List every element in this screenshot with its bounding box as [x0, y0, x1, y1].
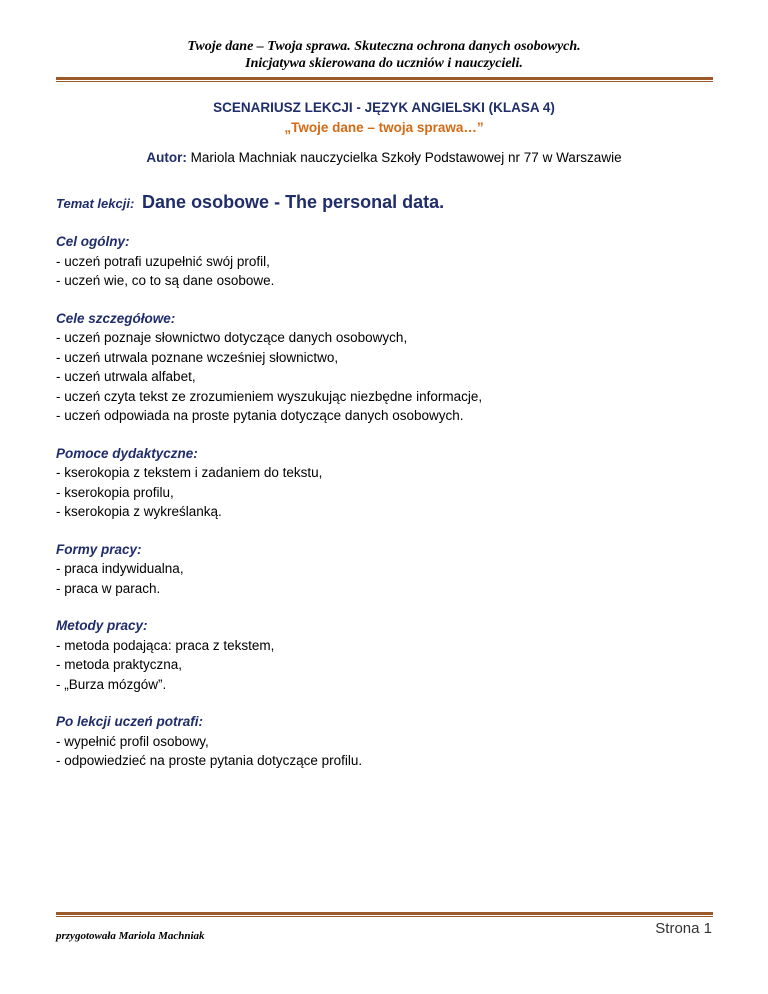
section-item: - metoda podająca: praca z tekstem, — [56, 637, 275, 653]
section-item: - kserokopia z wykreślanką. — [56, 504, 222, 519]
section-item: - uczeń wie, co to są dane osobowe. — [56, 273, 275, 288]
section-item: - „Burza mózgów”. — [56, 676, 167, 692]
header-line-1: Twoje dane – Twoja sprawa. Skuteczna ochrona danych osobowych. — [187, 39, 581, 54]
section-heading: Cel ogólny: — [56, 234, 130, 249]
footer-divider — [56, 912, 713, 915]
section-item: - kserokopia profilu, — [56, 484, 174, 500]
section-item: - uczeń utrwala poznane wcześniej słownictwo, — [56, 349, 339, 365]
footer-divider-thin — [56, 916, 713, 917]
title-block — [0, 98, 768, 138]
section-item: - uczeń potrafi uzupełnić swój profil, — [56, 253, 270, 269]
section-item: - praca w parach. — [56, 580, 161, 596]
section-item: - odpowiedzieć na proste pytania dotyczące profilu. — [56, 753, 363, 768]
section-heading: Pomoce dydaktyczne: — [56, 445, 198, 461]
page-header — [0, 38, 768, 72]
page-number: Strona 1 — [655, 920, 712, 937]
document-subtitle: „Twoje dane – twoja sprawa…” — [284, 120, 484, 135]
topic-value: Dane osobowe - The personal data. — [142, 192, 445, 212]
document-title: SCENARIUSZ LEKCJI - JĘZYK ANGIELSKI (KLASA 4) — [213, 100, 555, 115]
header-line-2: Inicjatywa skierowana do uczniów i nauczycieli. — [245, 56, 523, 71]
lesson-section — [56, 616, 716, 694]
header-divider — [56, 77, 713, 80]
author-line — [0, 150, 768, 165]
section-item: - kserokopia z tekstem i zadaniem do tekstu, — [56, 465, 323, 480]
lesson-section — [56, 540, 716, 599]
footer-author: przygotowała Mariola Machniak — [56, 930, 205, 942]
section-item: - metoda praktyczna, — [56, 657, 183, 672]
author-label: Autor: — [146, 150, 187, 165]
section-item: - uczeń utrwala alfabet, — [56, 369, 196, 384]
lesson-sections — [56, 232, 716, 789]
section-heading: Formy pracy: — [56, 541, 142, 557]
author-value: Mariola Machniak nauczycielka Szkoły Podstawowej nr 77 w Warszawie — [186, 150, 622, 165]
header-divider-thin — [56, 81, 713, 82]
section-heading: Cele szczegółowe: — [56, 310, 176, 326]
section-heading: Metody pracy: — [56, 618, 148, 633]
lesson-topic — [56, 192, 444, 213]
section-item: - praca indywidualna, — [56, 561, 184, 576]
topic-label: Temat lekcji: — [56, 196, 135, 211]
lesson-section — [56, 232, 716, 291]
section-item: - uczeń poznaje słownictwo dotyczące danych osobowych, — [56, 330, 408, 345]
section-item: - wypełnić profil osobowy, — [56, 733, 209, 749]
section-item: - uczeń czyta tekst ze zrozumieniem wyszukując niezbędne informacje, — [56, 388, 483, 404]
section-item: - uczeń odpowiada na proste pytania dotyczące danych osobowych. — [56, 408, 464, 423]
lesson-section — [56, 444, 716, 522]
lesson-section — [56, 712, 716, 771]
lesson-section — [56, 309, 716, 426]
section-heading: Po lekcji uczeń potrafi: — [56, 714, 204, 729]
